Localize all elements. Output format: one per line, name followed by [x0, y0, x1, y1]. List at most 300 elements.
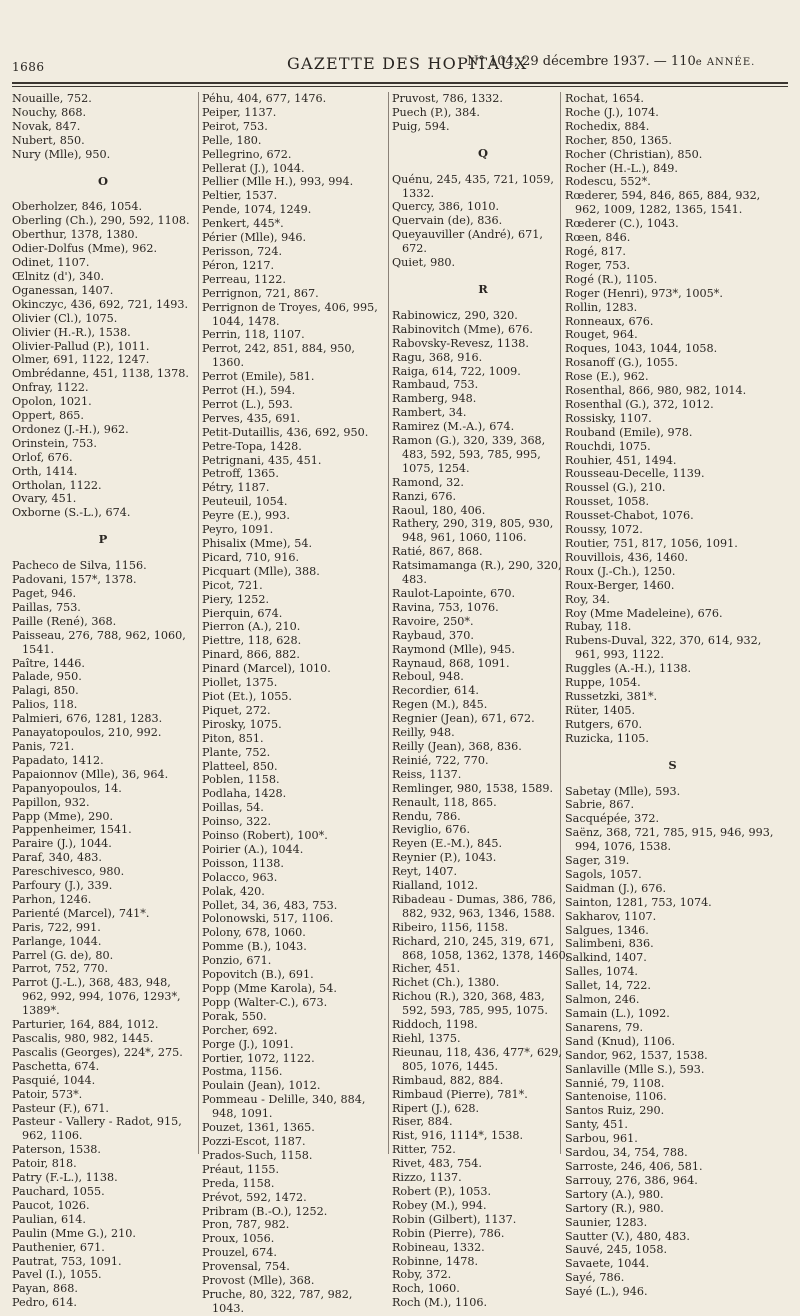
- index-entry: Richer, 451.: [392, 962, 461, 976]
- index-entry: Rousseau-Decelle, 1139.: [565, 467, 705, 481]
- index-entry: Provost (Mlle), 368.: [202, 1274, 315, 1288]
- index-entry: Rosanoff (G.), 1055.: [565, 356, 678, 370]
- index-entry: Salgues, 1346.: [565, 923, 649, 937]
- index-entry: Sand (Knud), 1106.: [565, 1034, 676, 1048]
- index-entry: Olivier (H.-R.), 1538.: [12, 325, 131, 339]
- index-entry: Ortholan, 1122.: [12, 478, 102, 492]
- index-entry: Olivier-Pallud (P.), 1011.: [12, 339, 150, 353]
- index-entry: Roch (M.), 1106.: [392, 1296, 488, 1310]
- index-entry: Sandor, 962, 1537, 1538.: [565, 1048, 708, 1062]
- index-entry: Pareschivesco, 980.: [12, 865, 125, 879]
- index-entry: Rosenthal, 866, 980, 982, 1014.: [565, 384, 747, 398]
- index-entry: Ronneaux, 676.: [565, 314, 654, 328]
- index-entry: Roby, 372.: [392, 1268, 452, 1282]
- index-entry: Rogé, 817.: [565, 244, 626, 258]
- index-entry: Périer (Mlle), 946.: [202, 231, 307, 245]
- index-entry: Robey (M.), 994.: [392, 1198, 487, 1212]
- index-entry: Parrot (J.-L.), 368, 483, 948, 962, 992, 994, 1076, 1293*, 1389*.: [12, 976, 181, 1018]
- index-entry: Pinard, 866, 882.: [202, 648, 300, 662]
- index-entry: Parfoury (J.), 339.: [12, 879, 113, 893]
- index-entry: Pomme (B.), 1043.: [202, 940, 307, 954]
- index-entry: Piollet, 1375.: [202, 676, 278, 690]
- index-entry: Raynaud, 868, 1091.: [392, 656, 510, 670]
- index-entry: Ordonez (J.-H.), 962.: [12, 422, 129, 436]
- index-entry: Palagi, 850.: [12, 684, 79, 698]
- index-entry: Pasteur - Vallery - Radot, 915, 962, 1106.: [12, 1115, 182, 1143]
- index-entry: Parrot, 752, 770.: [12, 962, 109, 976]
- index-entry: Parrel (G. de), 80.: [12, 948, 114, 962]
- index-entry: Pasteur (F.), 671.: [12, 1101, 109, 1115]
- index-entry: Pron, 787, 982.: [202, 1218, 290, 1232]
- index-entry: Rœderer, 594, 846, 865, 884, 932, 962, 1009, 1282, 1365, 1541.: [565, 189, 761, 217]
- index-entry: Roussel (G.), 210.: [565, 481, 666, 495]
- index-entry: Prados-Such, 1158.: [202, 1148, 313, 1162]
- page-number: 1686: [12, 60, 45, 74]
- index-entry: Rouget, 964.: [565, 328, 638, 342]
- index-entry: Robin (Pierre), 786.: [392, 1226, 505, 1240]
- index-column-3: [392, 92, 574, 1310]
- index-entry: Orlof, 676.: [12, 450, 73, 464]
- index-entry: Rabovsky-Revesz, 1138.: [392, 336, 529, 350]
- index-entry: Patoir, 573*.: [12, 1087, 83, 1101]
- index-entry: Perrignon de Troyes, 406, 995, 1044, 1478.: [202, 300, 378, 328]
- index-entry: Peyro, 1091.: [202, 523, 274, 537]
- index-entry: Ruggles (A.-H.), 1138.: [565, 662, 692, 676]
- index-entry: Popp (Walter-C.), 673.: [202, 995, 328, 1009]
- index-entry: Sanlaville (Mlle S.), 593.: [565, 1062, 705, 1076]
- index-entry: Sabrie, 867.: [565, 798, 635, 812]
- index-entry: Salmon, 246.: [565, 993, 640, 1007]
- index-entry: Reiss, 1137.: [392, 767, 462, 781]
- index-entry: Richou (R.), 320, 368, 483, 592, 593, 785, 995, 1075.: [392, 990, 548, 1018]
- index-entry: Pinard (Marcel), 1010.: [202, 662, 331, 676]
- index-entry: Perrot, 242, 851, 884, 950, 1360.: [202, 342, 355, 370]
- index-entry: Poinso, 322.: [202, 815, 272, 829]
- index-entry: Rutgers, 670.: [565, 717, 643, 731]
- index-entry: Pollet, 34, 36, 483, 753.: [202, 898, 338, 912]
- index-entry: Parlange, 1044.: [12, 934, 102, 948]
- index-entry: Rimbaud (Pierre), 781*.: [392, 1087, 528, 1101]
- index-entry: Reyen (E.-M.), 845.: [392, 837, 503, 851]
- index-entry: Quénu, 245, 435, 721, 1059, 1332.: [392, 172, 554, 200]
- index-entry: Saidman (J.), 676.: [565, 881, 667, 895]
- index-entry: Péron, 1217.: [202, 258, 275, 272]
- index-entry: Poillas, 54.: [202, 801, 264, 815]
- index-entry: Piton, 851.: [202, 731, 264, 745]
- index-entry: Perisson, 724.: [202, 244, 283, 258]
- index-entry: Pouzet, 1361, 1365.: [202, 1121, 315, 1135]
- index-entry: Palmieri, 676, 1281, 1283.: [12, 712, 163, 726]
- index-entry: Pozzi-Escot, 1187.: [202, 1134, 306, 1148]
- index-entry: Rouhier, 451, 1494.: [565, 453, 677, 467]
- index-entry: Rüter, 1405.: [565, 703, 636, 717]
- index-entry: Rivet, 483, 754.: [392, 1157, 482, 1171]
- index-entry: Rizzo, 1137.: [392, 1171, 462, 1185]
- index-entry: Puig, 594.: [392, 119, 450, 133]
- index-entry: Olivier (Cl.), 1075.: [12, 311, 118, 325]
- index-entry: Perrot (L.), 593.: [202, 397, 293, 411]
- index-entry: Sautter (V.), 480, 483.: [565, 1229, 690, 1243]
- index-entry: Robin (Gilbert), 1137.: [392, 1212, 517, 1226]
- index-entry: Perrot (Emile), 581.: [202, 370, 315, 384]
- index-entry: Prouzel, 674.: [202, 1246, 277, 1260]
- index-entry: Rialland, 1012.: [392, 879, 479, 893]
- index-entry: Salles, 1074.: [565, 965, 638, 979]
- index-entry: Rieunau, 118, 436, 477*, 629, 805, 1076, 1445.: [392, 1045, 562, 1073]
- index-entry: Roch, 1060.: [392, 1282, 460, 1296]
- index-entry: Pruche, 80, 322, 787, 982, 1043.: [202, 1287, 353, 1315]
- section-letter: S: [668, 757, 677, 772]
- index-entry: Petrignani, 435, 451.: [202, 453, 322, 467]
- index-entry: Papillon, 932.: [12, 795, 90, 809]
- index-entry: Picot, 721.: [202, 578, 263, 592]
- index-column-4: [565, 92, 780, 1299]
- index-entry: Rosenthal (G.), 372, 1012.: [565, 397, 714, 411]
- index-entry: Paschetta, 674.: [12, 1059, 100, 1073]
- index-entry: Paulian, 614.: [12, 1212, 86, 1226]
- index-entry: Regen (M.), 845.: [392, 698, 488, 712]
- index-entry: Paulin (Mme G.), 210.: [12, 1226, 136, 1240]
- index-entry: Penkert, 445*.: [202, 217, 284, 231]
- issue-info: [467, 54, 755, 69]
- index-entry: Rollin, 1283.: [565, 300, 638, 314]
- index-entry: Reboul, 948.: [392, 670, 464, 684]
- index-entry: Paille (René), 368.: [12, 614, 117, 628]
- index-entry: Sauvé, 245, 1058.: [565, 1243, 668, 1257]
- index-entry: Quervain (de), 836.: [392, 214, 503, 228]
- index-entry: Porge (J.), 1091.: [202, 1037, 294, 1051]
- index-entry: Poblen, 1158.: [202, 773, 280, 787]
- header-rule-thin: [12, 86, 788, 87]
- index-entry: Roger, 753.: [565, 258, 631, 272]
- index-entry: Rambaud, 753.: [392, 378, 479, 392]
- index-entry: Roques, 1043, 1044, 1058.: [565, 342, 718, 356]
- index-entry: Pirosky, 1075.: [202, 717, 282, 731]
- index-entry: Oberling (Ch.), 290, 592, 1108.: [12, 214, 190, 228]
- index-entry: Salimbeni, 836.: [565, 937, 654, 951]
- index-entry: Patoir, 818.: [12, 1157, 77, 1171]
- index-entry: Padovani, 157*, 1378.: [12, 573, 137, 587]
- index-entry: Proux, 1056.: [202, 1232, 275, 1246]
- column-divider: [388, 92, 389, 1154]
- index-entry: Rossisky, 1107.: [565, 411, 652, 425]
- index-entry: Paraire (J.), 1044.: [12, 837, 112, 851]
- index-entry: Pappenheimer, 1541.: [12, 823, 132, 837]
- index-entry: Rousset, 1058.: [565, 495, 650, 509]
- index-entry: Prévot, 592, 1472.: [202, 1190, 307, 1204]
- index-entry: Rubay, 118.: [565, 620, 632, 634]
- index-entry: Sarroste, 246, 406, 581.: [565, 1159, 703, 1173]
- index-entry: Picard, 710, 916.: [202, 550, 300, 564]
- index-entry: Rocher (H.-L.), 849.: [565, 161, 678, 175]
- index-entry: Rogé (R.), 1105.: [565, 272, 658, 286]
- index-entry: Podlaha, 1428.: [202, 787, 287, 801]
- index-entry: Onfray, 1122.: [12, 381, 89, 395]
- index-entry: Péhu, 404, 677, 1476.: [202, 92, 327, 105]
- index-entry: Rist, 916, 1114*, 1538.: [392, 1129, 524, 1143]
- index-column-2: [202, 92, 384, 1315]
- index-entry: Petroff, 1365.: [202, 467, 279, 481]
- index-entry: Piot (Et.), 1055.: [202, 689, 292, 703]
- index-entry: Reyt, 1407.: [392, 865, 458, 879]
- index-entry: Pende, 1074, 1249.: [202, 203, 312, 217]
- index-entry: Ripert (J.), 628.: [392, 1101, 480, 1115]
- index-entry: Popp (Mme Karola), 54.: [202, 982, 337, 995]
- index-entry: Petit-Dutaillis, 436, 692, 950.: [202, 425, 369, 439]
- index-entry: Peiper, 1137.: [202, 105, 277, 119]
- index-entry: Pascalis (Georges), 224*, 275.: [12, 1045, 183, 1059]
- index-entry: Rabinovitch (Mme), 676.: [392, 322, 533, 336]
- index-entry: Papanyopoulos, 14.: [12, 781, 122, 795]
- index-entry: Richet (Ch.), 1380.: [392, 976, 500, 990]
- index-entry: Paris, 722, 991.: [12, 920, 101, 934]
- index-entry: Raulot-Lapointe, 670.: [392, 587, 516, 600]
- index-entry: Saunier, 1283.: [565, 1215, 648, 1229]
- index-entry: Polacco, 963.: [202, 870, 278, 884]
- index-entry: Pribram (B.-O.), 1252.: [202, 1204, 328, 1218]
- index-entry: Ratsimamanga (R.), 290, 320, 483.: [392, 559, 562, 587]
- index-entry: Rochat, 1654.: [565, 92, 644, 105]
- index-entry: Riehl, 1375.: [392, 1032, 461, 1045]
- index-entry: Rousset-Chabot, 1076.: [565, 509, 694, 523]
- index-entry: Ramon (G.), 320, 339, 368, 483, 592, 593, 785, 995, 1075, 1254.: [392, 434, 546, 475]
- index-entry: Sartory (A.), 980.: [565, 1187, 664, 1201]
- index-entry: Rouchdi, 1075.: [565, 439, 651, 453]
- index-entry: Rambert, 34.: [392, 406, 467, 420]
- index-entry: Reynier (P.), 1043.: [392, 851, 497, 865]
- index-entry: Odinet, 1107.: [12, 256, 90, 270]
- index-entry: Ponzio, 671.: [202, 954, 272, 968]
- index-entry: Ribeiro, 1156, 1158.: [392, 920, 509, 934]
- index-entry: Russetzki, 381*.: [565, 689, 658, 703]
- index-entry: Pommeau - Delille, 340, 884, 948, 1091.: [202, 1093, 366, 1121]
- index-entry: Ravina, 753, 1076.: [392, 600, 499, 614]
- index-entry: Nouaille, 752.: [12, 92, 92, 105]
- index-entry: Paisseau, 276, 788, 962, 1060, 1541.: [12, 628, 186, 656]
- issue-date: N° 104, 29 décembre 1937. — 110: [467, 54, 696, 69]
- index-entry: Robinne, 1478.: [392, 1254, 479, 1268]
- index-entry: Sarrouy, 276, 386, 964.: [565, 1173, 698, 1187]
- index-entry: Raiga, 614, 722, 1009.: [392, 364, 521, 378]
- index-entry: Ritter, 752.: [392, 1143, 456, 1157]
- index-entry: Pauchard, 1055.: [12, 1184, 105, 1198]
- index-entry: Robineau, 1332.: [392, 1240, 485, 1254]
- index-entry: Piquet, 272.: [202, 703, 271, 717]
- index-entry: Ribadeau - Dumas, 386, 786, 882, 932, 963, 1346, 1588.: [392, 892, 557, 920]
- index-entry: Ruppe, 1054.: [565, 676, 641, 690]
- index-entry: Santy, 451.: [565, 1118, 628, 1132]
- index-entry: Sallet, 14, 722.: [565, 979, 651, 993]
- index-entry: Rochedix, 884.: [565, 119, 650, 133]
- index-entry: Peltier, 1537.: [202, 189, 278, 203]
- index-entry: Santos Ruiz, 290.: [565, 1104, 665, 1118]
- index-entry: Pautrat, 753, 1091.: [12, 1254, 122, 1268]
- index-entry: Samain (L.), 1092.: [565, 1007, 670, 1020]
- index-entry: Saënz, 368, 721, 785, 915, 946, 993, 994, 1076, 1538.: [565, 826, 774, 854]
- index-entry: Papp (Mme), 290.: [12, 809, 114, 823]
- index-entry: Papaionnov (Mlle), 36, 964.: [12, 767, 169, 781]
- index-column-1: [12, 92, 194, 1310]
- index-columns: [12, 92, 792, 1315]
- index-entry: Poirier (A.), 1044.: [202, 842, 304, 856]
- index-entry: Ramberg, 948.: [392, 392, 477, 406]
- index-entry: Ramirez (M.-A.), 674.: [392, 420, 515, 434]
- header-rule: [12, 82, 788, 84]
- index-entry: Perreau, 1122.: [202, 272, 286, 286]
- index-entry: Panis, 721.: [12, 739, 75, 753]
- index-entry: Olmer, 691, 1122, 1247.: [12, 353, 150, 367]
- index-entry: Pierquin, 674.: [202, 606, 283, 620]
- index-entry: Quercy, 386, 1010.: [392, 200, 500, 214]
- index-entry: Novak, 847.: [12, 119, 81, 133]
- index-entry: Picquart (Mlle), 388.: [202, 564, 320, 578]
- index-entry: Puech (P.), 384.: [392, 105, 480, 119]
- index-entry: Rubens-Duval, 322, 370, 614, 932, 961, 993, 1122.: [565, 634, 762, 662]
- index-entry: Riddoch, 1198.: [392, 1018, 478, 1032]
- index-entry: Portier, 1072, 1122.: [202, 1051, 315, 1065]
- index-entry: Rodescu, 552*.: [565, 175, 651, 189]
- index-entry: Pétry, 1187.: [202, 481, 270, 495]
- index-entry: Oberthur, 1378, 1380.: [12, 228, 139, 242]
- index-entry: Panayatopoulos, 210, 992.: [12, 726, 162, 740]
- index-entry: Remlinger, 980, 1538, 1589.: [392, 781, 554, 795]
- index-entry: Nouchy, 868.: [12, 105, 87, 119]
- index-entry: Roche (J.), 1074.: [565, 105, 659, 119]
- index-entry: Sarbou, 961.: [565, 1132, 638, 1146]
- index-entry: Sartory (R.), 980.: [565, 1201, 664, 1215]
- index-entry: Ragu, 368, 916.: [392, 350, 483, 364]
- index-entry: Paître, 1446.: [12, 656, 85, 670]
- index-entry: Rendu, 786.: [392, 809, 461, 823]
- index-entry: Roy (Mme Madeleine), 676.: [565, 606, 723, 620]
- index-entry: Polak, 420.: [202, 884, 265, 898]
- index-entry: Recordier, 614.: [392, 684, 479, 698]
- index-entry: Oxborne (S.-L.), 674.: [12, 506, 131, 520]
- index-entry: Peirot, 753.: [202, 119, 268, 133]
- index-entry: Piettre, 118, 628.: [202, 634, 302, 648]
- index-entry: Roux-Berger, 1460.: [565, 578, 675, 592]
- index-entry: Sayé (L.), 946.: [565, 1285, 648, 1299]
- index-entry: Perrot (H.), 594.: [202, 384, 296, 398]
- index-entry: Roux (J.-Ch.), 1250.: [565, 564, 676, 578]
- index-entry: Orth, 1414.: [12, 464, 78, 478]
- index-entry: Sager, 319.: [565, 854, 630, 868]
- index-entry: Rabinowicz, 290, 320.: [392, 308, 518, 322]
- index-entry: Reilly, 948.: [392, 726, 455, 740]
- index-entry: Poulain (Jean), 1012.: [202, 1079, 321, 1093]
- index-entry: Raybaud, 370.: [392, 628, 474, 642]
- index-entry: Pacheco de Silva, 1156.: [12, 559, 147, 573]
- index-entry: Poinso (Robert), 100*.: [202, 829, 328, 843]
- index-entry: Pruvost, 786, 1332.: [392, 92, 503, 105]
- section-letter: R: [478, 281, 488, 296]
- section-letter: Q: [477, 145, 489, 160]
- index-entry: Sainton, 1281, 753, 1074.: [565, 895, 712, 909]
- index-entry: Rœderer (C.), 1043.: [565, 217, 679, 231]
- index-entry: Patry (F.-L.), 1138.: [12, 1171, 118, 1185]
- index-entry: Popovitch (B.), 691.: [202, 968, 314, 982]
- index-entry: Ruzicka, 1105.: [565, 731, 649, 745]
- index-entry: Pelle, 180.: [202, 133, 262, 147]
- index-entry: Porak, 550.: [202, 1009, 267, 1023]
- index-entry: Œlnitz (d'), 340.: [12, 269, 105, 283]
- index-entry: Postma, 1156.: [202, 1065, 283, 1079]
- index-entry: Quiet, 980.: [392, 256, 456, 270]
- index-entry: Richard, 210, 245, 319, 671, 868, 1058, 1362, 1378, 1460.: [392, 934, 570, 962]
- index-entry: Platteel, 850.: [202, 759, 278, 773]
- index-entry: Raymond (Mlle), 945.: [392, 642, 515, 656]
- index-entry: Sagols, 1057.: [565, 867, 642, 881]
- index-entry: Rathery, 290, 319, 805, 930, 948, 961, 1060, 1106.: [392, 517, 554, 545]
- index-entry: Sakharov, 1107.: [565, 909, 657, 923]
- index-entry: Santenoise, 1106.: [565, 1090, 667, 1104]
- index-entry: Palios, 118.: [12, 698, 78, 712]
- index-entry: Parhon, 1246.: [12, 892, 92, 906]
- index-entry: Ratié, 867, 868.: [392, 545, 483, 559]
- index-entry: Phisalix (Mme), 54.: [202, 537, 313, 550]
- index-entry: Rouband (Emile), 978.: [565, 425, 693, 439]
- index-entry: Preda, 1158.: [202, 1176, 275, 1190]
- index-entry: Sabetay (Mlle), 593.: [565, 784, 681, 798]
- index-entry: Peuteuil, 1054.: [202, 495, 288, 509]
- index-entry: Queyauviller (André), 671, 672.: [392, 228, 543, 256]
- index-entry: Polony, 678, 1060.: [202, 926, 306, 940]
- index-entry: Sacquépée, 372.: [565, 812, 660, 826]
- index-entry: Okinczyc, 436, 692, 721, 1493.: [12, 297, 189, 311]
- index-entry: Oppert, 865.: [12, 409, 84, 423]
- index-entry: Opolon, 1021.: [12, 395, 92, 409]
- index-entry: Petre-Topa, 1428.: [202, 439, 302, 453]
- journal-title: GAZETTE DES HOPITAUX: [287, 54, 528, 73]
- index-entry: Robert (P.), 1053.: [392, 1184, 492, 1198]
- index-entry: Regnier (Jean), 671, 672.: [392, 712, 535, 726]
- index-entry: Nury (Mlle), 950.: [12, 147, 111, 161]
- index-entry: Porcher, 692.: [202, 1023, 278, 1037]
- index-entry: Sardou, 34, 754, 788.: [565, 1146, 688, 1160]
- index-entry: Rouvillois, 436, 1460.: [565, 550, 689, 564]
- index-entry: Roger (Henri), 973*, 1005*.: [565, 286, 723, 300]
- index-entry: Ramond, 32.: [392, 475, 464, 489]
- index-entry: Parturier, 164, 884, 1012.: [12, 1018, 159, 1032]
- index-entry: Sanarens, 79.: [565, 1020, 644, 1034]
- index-entry: Polonowski, 517, 1106.: [202, 912, 334, 926]
- index-entry: Pavel (I.), 1055.: [12, 1268, 102, 1282]
- index-entry: Odier-Dolfus (Mme), 962.: [12, 242, 158, 256]
- index-entry: Pierron (A.), 210.: [202, 620, 301, 634]
- index-entry: Paillas, 753.: [12, 600, 81, 614]
- index-entry: Payan, 868.: [12, 1282, 78, 1296]
- index-entry: Rocher, 850, 1365.: [565, 133, 672, 147]
- index-entry: Raoul, 180, 406.: [392, 503, 486, 517]
- index-entry: Ovary, 451.: [12, 492, 77, 506]
- index-entry: Pasquié, 1044.: [12, 1073, 96, 1087]
- index-entry: Sannié, 79, 1108.: [565, 1076, 665, 1090]
- index-entry: Papadato, 1412.: [12, 753, 104, 767]
- index-entry: Rose (E.), 962.: [565, 370, 649, 384]
- index-entry: Paterson, 1538.: [12, 1143, 101, 1157]
- index-entry: Plante, 752.: [202, 745, 271, 759]
- section-letter: P: [98, 532, 108, 547]
- index-entry: Reviglio, 676.: [392, 823, 471, 837]
- index-entry: Sayé, 786.: [565, 1271, 625, 1285]
- index-entry: Préaut, 1155.: [202, 1162, 280, 1176]
- index-entry: Pascalis, 980, 982, 1445.: [12, 1032, 154, 1045]
- index-entry: Ombrédanne, 451, 1138, 1378.: [12, 367, 189, 381]
- index-entry: Perrin, 118, 1107.: [202, 328, 305, 342]
- index-entry: Ranzi, 676.: [392, 489, 457, 503]
- year-label: e ANNÉE.: [695, 57, 756, 68]
- page-header: [12, 48, 788, 78]
